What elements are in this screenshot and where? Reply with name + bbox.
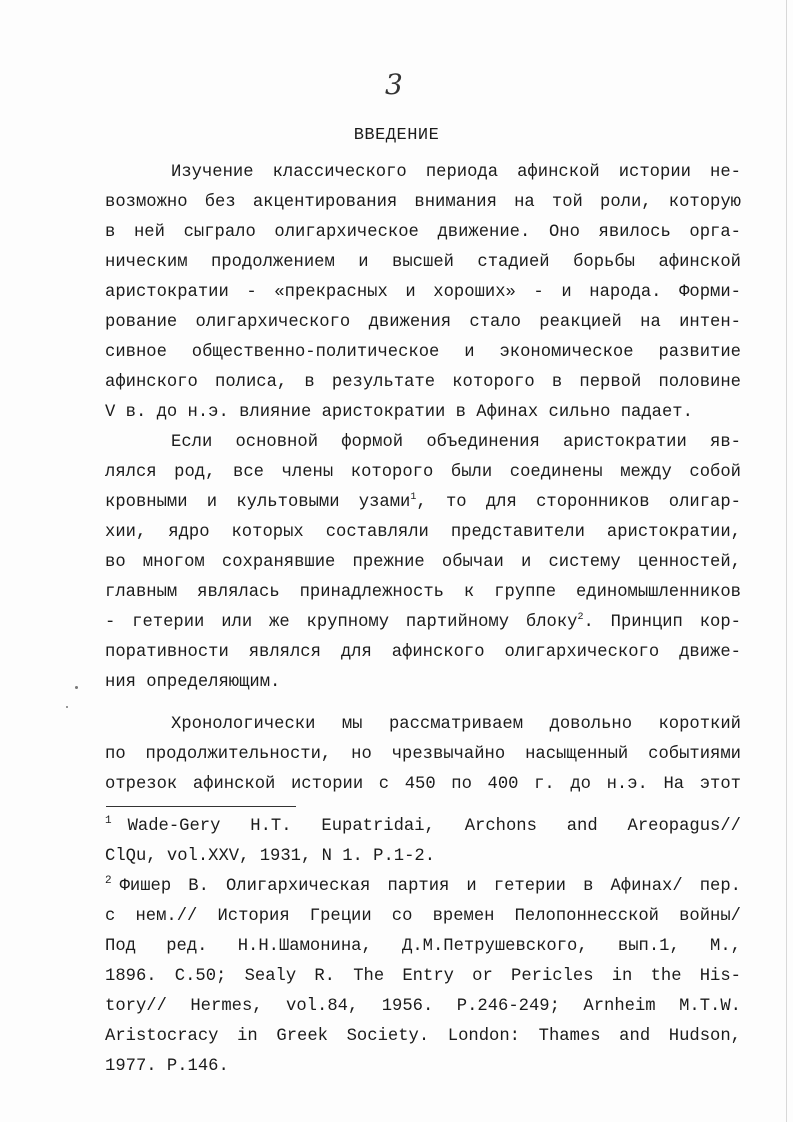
text-line: отрезок афинской истории с 450 по 400 г. до н.э. На этот: [105, 775, 741, 794]
text-line: ническим продолжением и высшей стадией борьбы афинской: [105, 253, 741, 272]
footnote-text: Фишер В. Олигархическая партия и гетерии в Афинах/ пер.: [119, 877, 741, 896]
text-line-with-ref: [105, 608, 741, 638]
footnote-1: [105, 812, 741, 872]
footnote-line: Aristocracy in Greek Society. London: Thames and Hudson,: [105, 1027, 741, 1046]
footnote-line: [105, 872, 741, 902]
text-line: возможно без акцентирования внимания на той роли, которую: [105, 193, 741, 212]
text-line: аристократии - «прекрасных и хороших» - и народа. Форми-: [105, 283, 741, 302]
text-line: лялся род, все члены которого были соединены между собой: [105, 463, 741, 482]
text-line-with-ref: [105, 488, 741, 518]
page-edge-line: [786, 0, 787, 1122]
footnote-line: Под ред. Н.Н.Шамонина, Д.М.Петрушевского, вып.1, М.,: [105, 937, 741, 956]
footnote-line: ClQu, vol.XXV, 1931, N 1. P.1-2.: [105, 847, 436, 866]
paragraph-3: [105, 710, 741, 800]
footnote-line: [105, 812, 741, 842]
main-text: [105, 158, 741, 800]
text-fragment: . Принцип кор-: [583, 613, 741, 632]
text-line: афинского полиса, в результате которого в первой половине: [105, 373, 741, 392]
footnotes: [105, 812, 741, 1082]
footnote-mark: 1: [105, 815, 112, 827]
paragraph-2: [105, 428, 741, 698]
text-line: сивное общественно-политическое и экономическое развитие: [105, 343, 741, 362]
text-line: Если основной формой объединения аристократии яв-: [171, 433, 741, 452]
text-line: рование олигархического движения стало реакцией на интен-: [105, 313, 741, 332]
text-line: V в. до н.э. влияние аристократии в Афинах сильно падает.: [105, 403, 693, 422]
section-heading: ВВЕДЕНИЕ: [353, 126, 440, 145]
footnote-separator: [106, 806, 296, 807]
footnote-text: Wade-Gery H.T. Eupatridai, Archons and Areopagus//: [127, 817, 741, 836]
text-line: во многом сохранявшие прежние обычаи и систему ценностей,: [105, 553, 741, 572]
text-line: ния определяющим.: [105, 673, 281, 692]
page-number: 3: [385, 68, 403, 101]
text-fragment: - гетерии или же крупному партийному блоку: [105, 613, 578, 632]
text-fragment: кровными и культовыми узами: [105, 493, 411, 512]
scan-speck: [66, 706, 68, 708]
text-fragment: , то для сторонников олигар-: [416, 493, 741, 512]
footnote-line: 1896. С.50; Sealy R. The Entry or Pericles in the His-: [105, 967, 741, 986]
footnote-line: с нем.// История Греции со времен Пелопоннесской войны/: [105, 907, 741, 926]
footnote-mark: 2: [105, 875, 112, 887]
text-line: в ней сыграло олигархическое движение. Оно явилось орга-: [105, 223, 741, 242]
scan-speck: [75, 686, 78, 689]
text-line: Хронологически мы рассматриваем довольно короткий: [171, 715, 741, 734]
footnote-line: tory// Hermes, vol.84, 1956. P.246-249; Arnheim M.T.W.: [105, 997, 741, 1016]
paragraph-1: [105, 158, 741, 428]
text-line: по продолжительности, но чрезвычайно насыщенный событиями: [105, 745, 741, 764]
text-line: Изучение классического периода афинской истории не-: [171, 163, 741, 182]
footnote-2: [105, 872, 741, 1082]
text-line: хии, ядро которых составляли представители аристократии,: [105, 523, 741, 542]
footnote-ref-1: 1: [410, 492, 417, 503]
footnote-ref-2: 2: [577, 612, 584, 623]
footnote-line: 1977. P.146.: [105, 1057, 229, 1076]
text-line: поративности являлся для афинского олигархического движе-: [105, 643, 741, 662]
text-line: главным являлась принадлежность к группе единомышленников: [105, 583, 741, 602]
